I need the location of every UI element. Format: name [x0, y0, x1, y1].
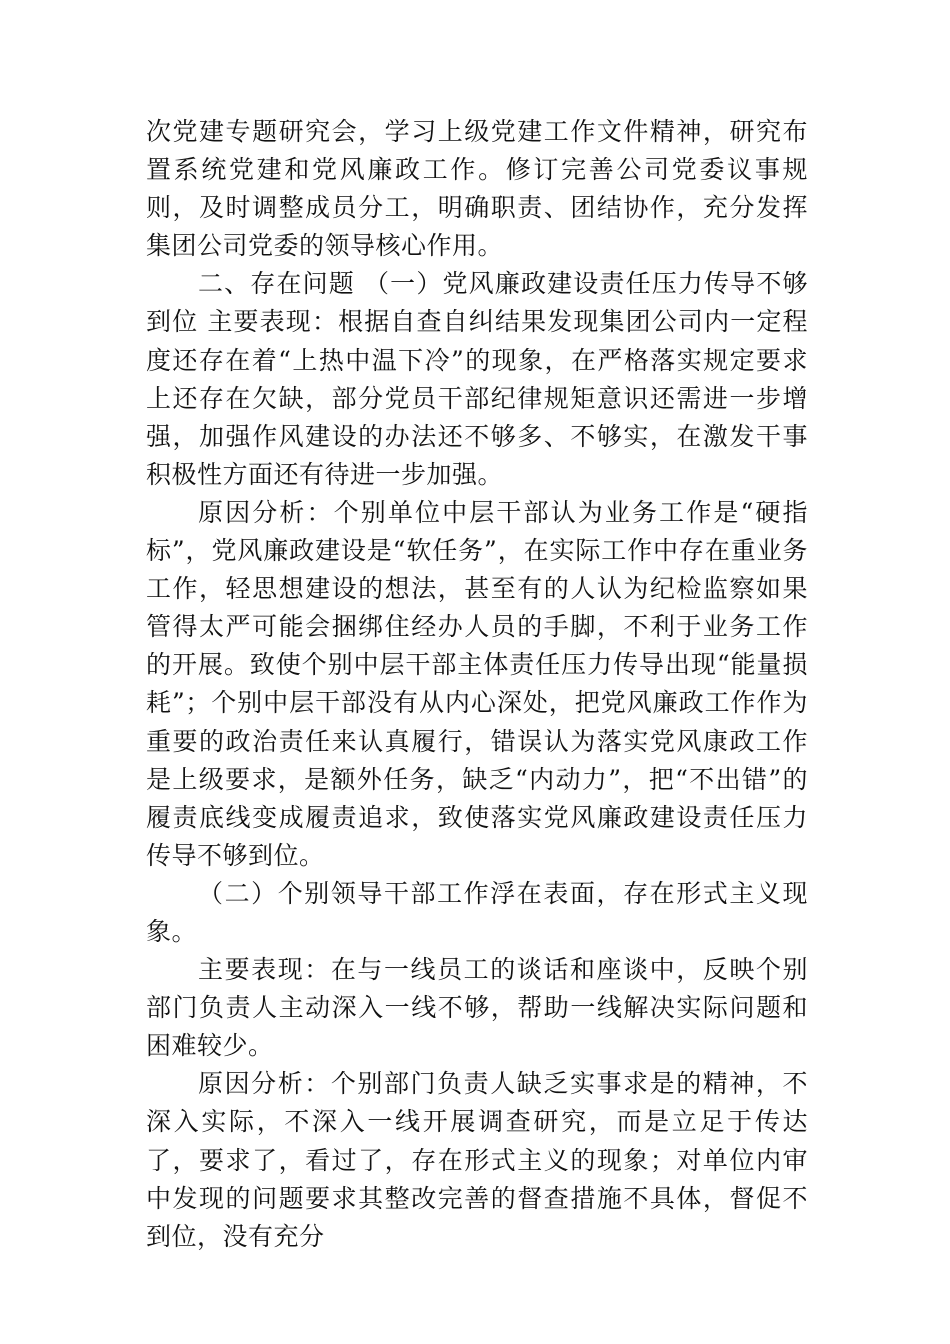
paragraph-section-two-heading: （二）个别领导干部工作浮在表面，存在形式主义现象。	[146, 878, 808, 946]
paragraph-main-performance-2: 主要表现：在与一线员工的谈话和座谈中，反映个别部门负责人主动深入一线不够，帮助一线解决实际问题和困难较少。	[146, 955, 808, 1061]
paragraph-existing-problems: 二、存在问题 （一）党风廉政建设责任压力传导不够到位 主要表现：根据自查自纠结果发现集团公司内一定程度还存在着“上热中温下冷”的现象，在严格落实规定要求上还存在欠缺，部分党员干部纪律规矩意识还需进一步增强，加强作风建设的办法还不够多、不够实，在激发干事积极性方面还有待进一步加强。	[146, 269, 808, 489]
paragraph-cause-analysis-2: 原因分析：个别部门负责人缺乏实事求是的精神，不深入实际，不深入一线开展调查研究，而是立足于传达了，要求了，看过了，存在形式主义的现象；对单位内审中发现的问题要求其整改完善的督查措施不具体，督促不到位，没有充分	[146, 1069, 808, 1251]
paragraph-cause-analysis-1: 原因分析：个别单位中层干部认为业务工作是“硬指标”，党风廉政建设是“软任务”，在实际工作中存在重业务工作，轻思想建设的想法，甚至有的人认为纪检监察如果管得太严可能会捆绑住经办人员的手脚，不利于业务工作的开展。致使个别中层干部主体责任压力传导出现“能量损耗”；个别中层干部没有从内心深处，把党风廉政工作作为重要的政治责任来认真履行，错误认为落实党风康政工作是上级要求，是额外任务，缺乏“内动力”，把“不出错”的履责底线变成履责追求，致使落实党风廉政建设责任压力传导不够到位。	[146, 497, 808, 870]
paragraph-continuation: 次党建专题研究会，学习上级党建工作文件精神，研究布置系统党建和党风廉政工作。修订完善公司党委议事规则，及时调整成员分工，明确职责、团结协作，充分发挥集团公司党委的领导核心作用。	[146, 117, 808, 261]
document-body	[146, 113, 808, 1256]
